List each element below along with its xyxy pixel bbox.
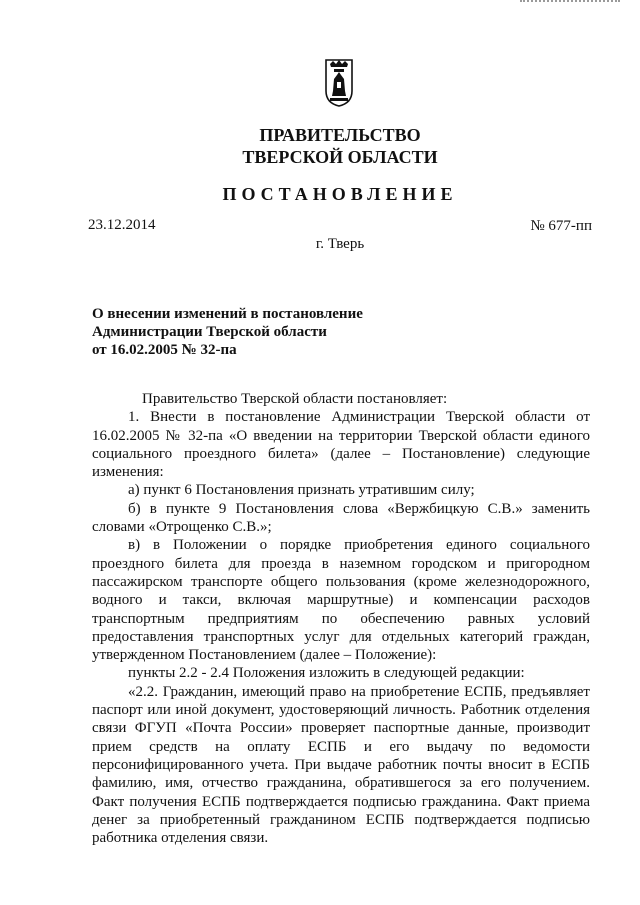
body-paragraph-2-2: «2.2. Гражданин, имеющий право на приобретение ЕСПБ, предъявляет паспорт или иной документ, удостоверяющий личность. Работник отделения связи ФГУП «Почта России» проверяет паспортные данные, производит прием средств на оплату ЕСПБ и его выдачу по ведомости персонифицированного учета. При выдаче работник почты вносит в ЕСПБ фамилию, имя, отчество гражданина, обратившегося за его получением. Факт получения ЕСПБ подтверждается подписью гражданина. Факт приема денег за приобретенный гражданином ЕСПБ подтверждается подписью работника отделения связи.: [92, 683, 590, 847]
document-type: ПОСТАНОВЛЕНИЕ: [222, 184, 458, 204]
issuer-line-1: ПРАВИТЕЛЬСТВО: [259, 125, 421, 145]
document-number: № 677-пп: [530, 218, 592, 234]
subject-line-1: О внесении изменений в постановление: [92, 306, 363, 322]
document-city: г. Тверь: [315, 236, 365, 252]
body-paragraph-item-b: б) в пункте 9 Постановления слова «Вержбицкую С.В.» заменить словами «Отрощенко С.В.»;: [92, 500, 590, 536]
body-paragraph-item-1: 1. Внести в постановление Администрации Тверской области от 16.02.2005 № 32-па «О введении на территории Тверской области единого социального проездного билета» (далее – Постановление) следующие изменения:: [92, 409, 590, 481]
issuer-line-2: ТВЕРСКОЙ ОБЛАСТИ: [242, 147, 438, 167]
document-subject: [92, 305, 422, 359]
subject-line-2: Администрации Тверской области: [92, 324, 327, 340]
body-paragraph-item-a: а) пункт 6 Постановления признать утратившим силу;: [128, 482, 475, 499]
body-paragraph-intro: Правительство Тверской области постановляет:: [142, 391, 448, 407]
document-date: 23.12.2014: [88, 217, 156, 233]
body-paragraph-item-v: в) в Положении о порядке приобретения единого социального проездного билета для проезда в наземном городском и пригородном пассажирском транспорте общего пользования (кроме железнодорожного, водного и такси, включая маршрутные) и компенсации расходов транспортным предприятиям по обеспечению равных условий предоставления транспортных услуг для отдельных категорий граждан, утвержденном Постановлением (далее – Положение):: [92, 537, 590, 664]
issuer-title: [0, 124, 640, 168]
subject-line-3: от 16.02.2005 № 32-па: [92, 342, 237, 358]
body-paragraph-points: пункты 2.2 - 2.4 Положения изложить в следующей редакции:: [128, 665, 525, 682]
scan-artifact: [520, 0, 620, 5]
document-body: [92, 390, 590, 847]
tver-coat-of-arms-icon: [324, 58, 354, 108]
